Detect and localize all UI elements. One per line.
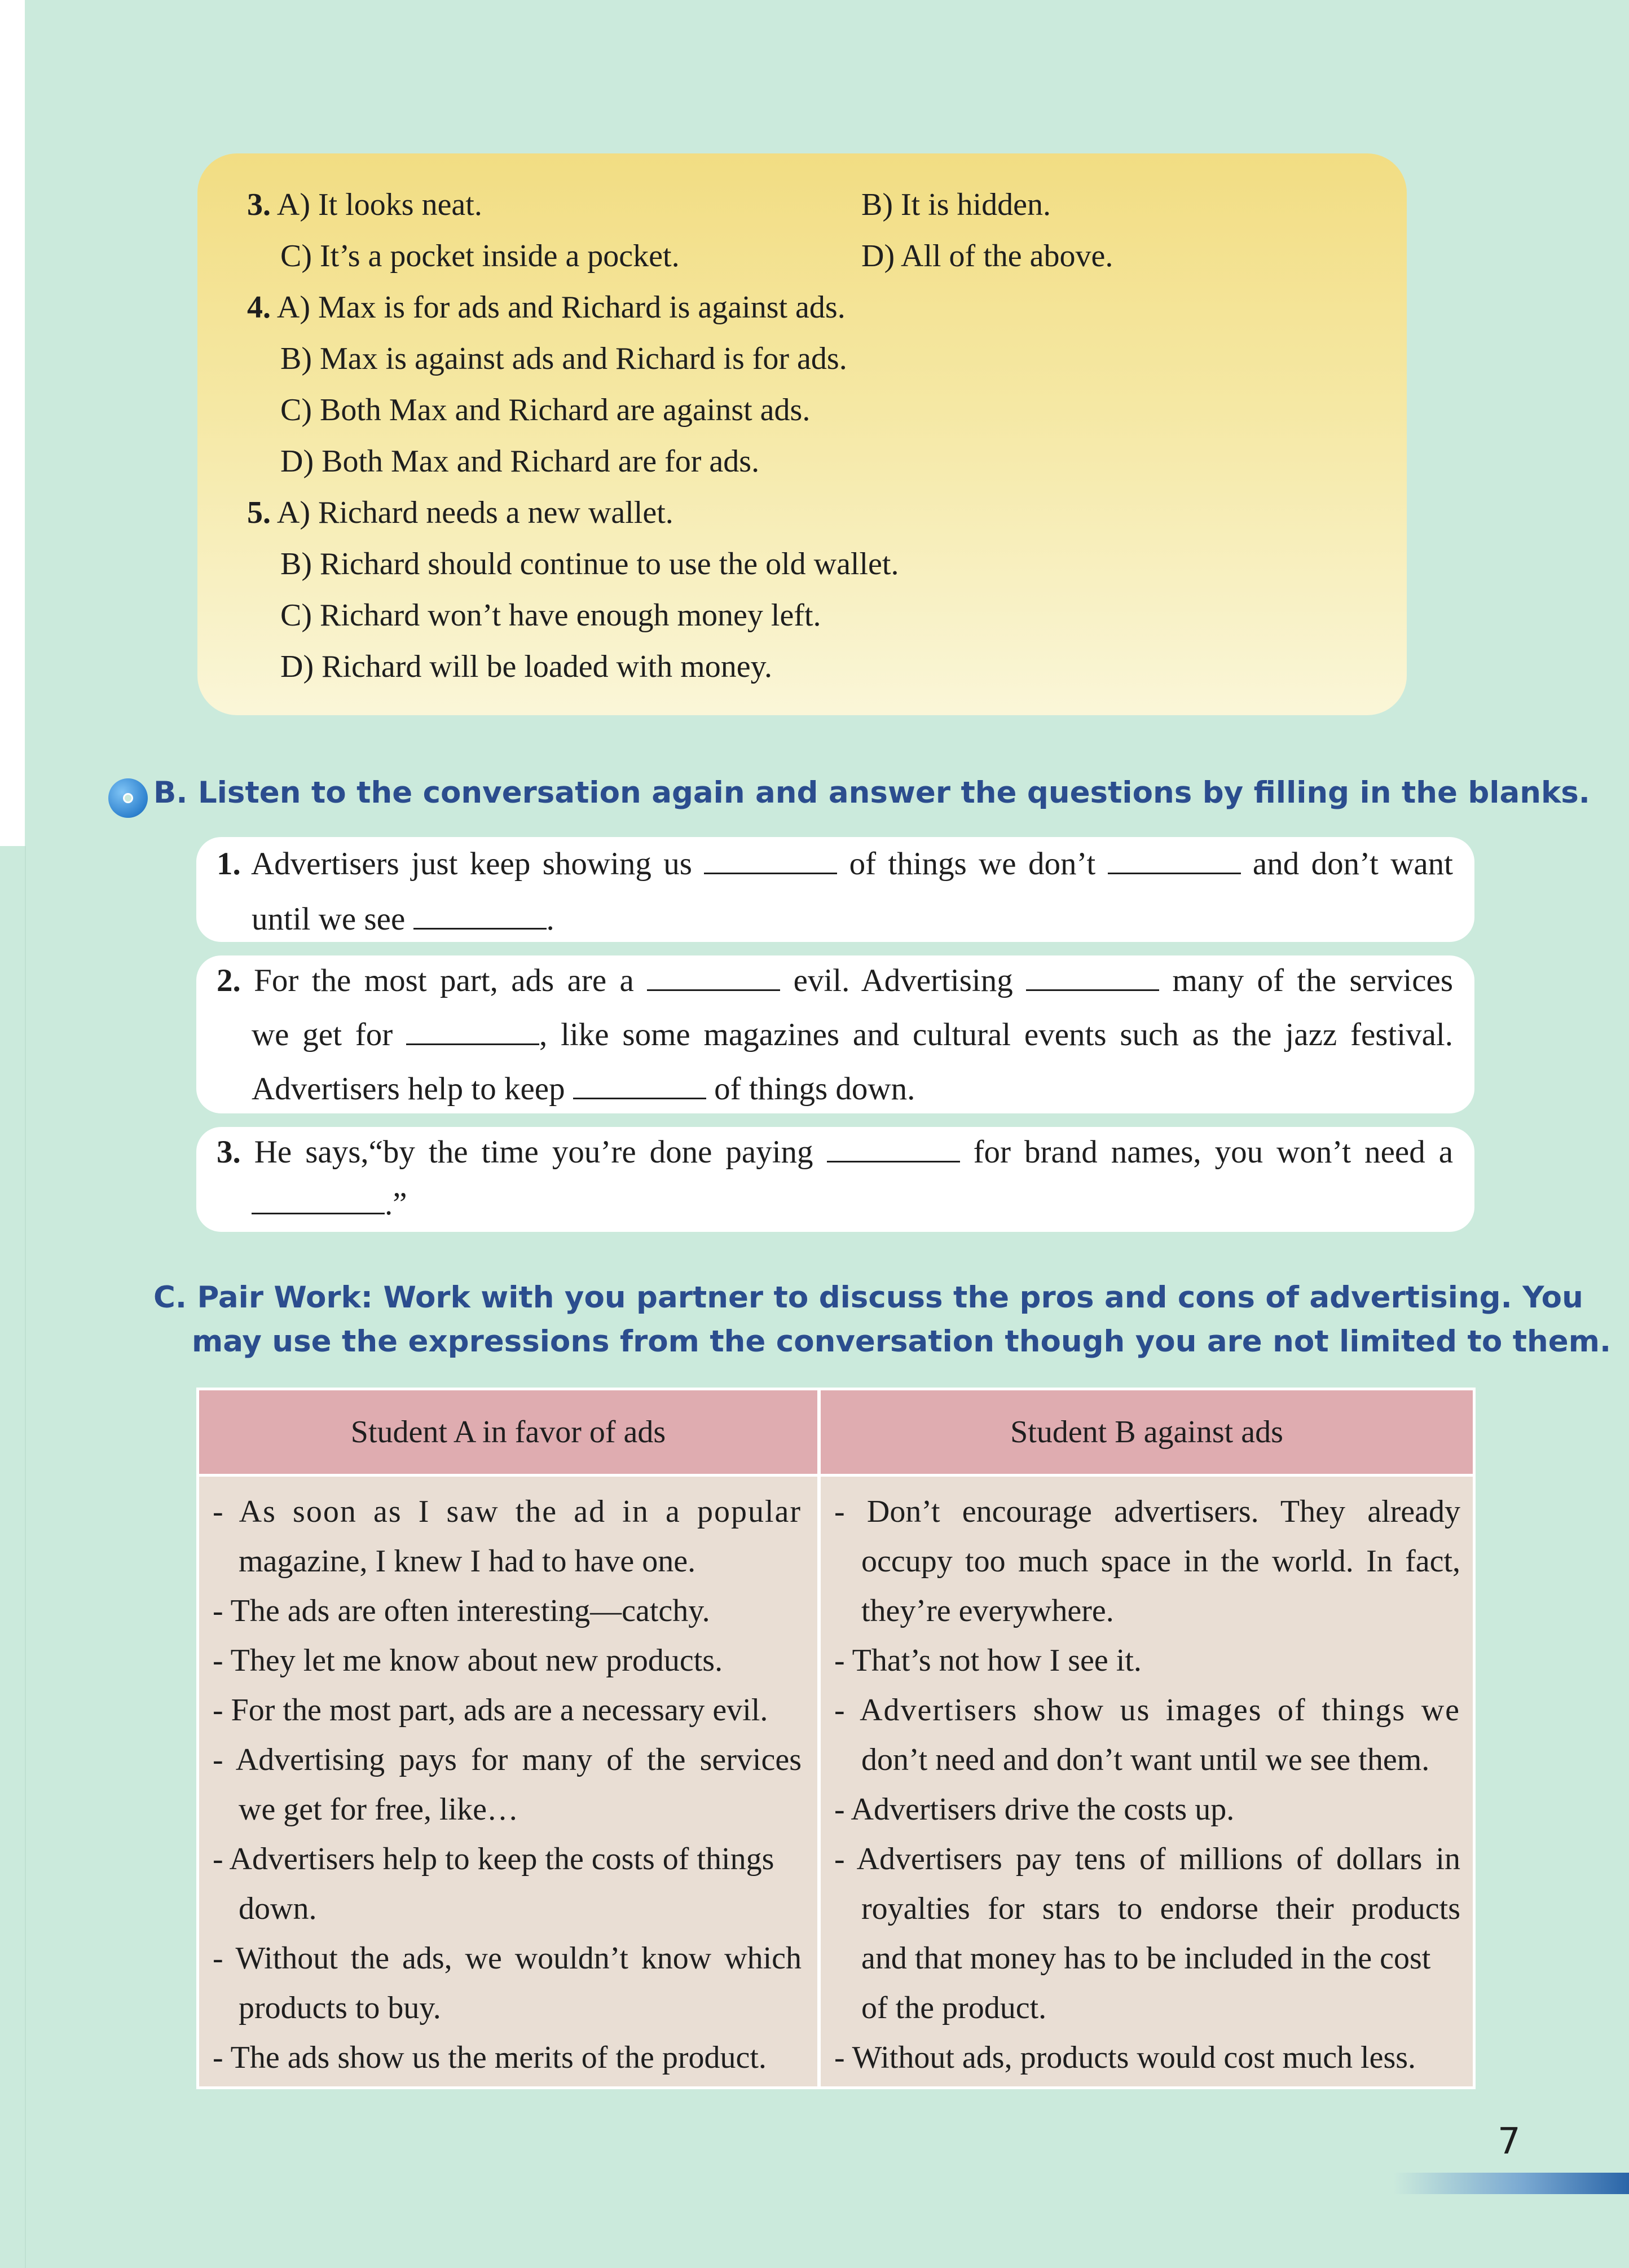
prompt-text: For the most part, ads are a: [254, 963, 634, 998]
option-line: D) Both Max and Richard are for ads.: [280, 444, 760, 479]
cell-line: down.: [239, 1891, 317, 1926]
prompt-text: .: [546, 901, 554, 937]
pros-cons-table: [196, 1388, 1476, 2089]
answer-blank[interactable]: [413, 899, 547, 930]
cell-line: - The ads are often interesting—catchy.: [213, 1593, 710, 1628]
answer-blank[interactable]: [827, 1131, 960, 1162]
question-number: 4.: [247, 290, 271, 325]
cell-line: - Advertising pays for many of the services: [213, 1742, 802, 1777]
fill-in-line: [252, 1014, 1453, 1055]
option-line: [247, 288, 846, 327]
section-c-heading: C. Pair Work: Work with you partner to discuss the pros and cons of advertising. You: [153, 1280, 1583, 1315]
prompt-text: until we see: [252, 901, 406, 937]
option-line: B) Richard should continue to use the old wallet.: [280, 547, 899, 582]
cell-line: - They let me know about new products.: [213, 1643, 723, 1678]
cell-line: - Advertisers drive the costs up.: [834, 1792, 1235, 1827]
option-line: C) It’s a pocket inside a pocket.: [280, 239, 680, 274]
answer-blank[interactable]: [1108, 843, 1241, 874]
table-row-divider: [199, 1474, 1473, 1477]
answer-blank[interactable]: [647, 960, 780, 991]
option-text: A) Max is for ads and Richard is against ads.: [276, 290, 846, 325]
cell-line: - Advertisers help to keep the costs of things: [213, 1842, 774, 1877]
prompt-text: we get for: [252, 1017, 393, 1052]
cell-line: - Without ads, products would cost much less.: [834, 2040, 1416, 2075]
prompt-text: .”: [385, 1186, 407, 1222]
answer-blank[interactable]: [252, 1183, 385, 1214]
cell-line: - Don’t encourage advertisers. They already: [834, 1494, 1460, 1529]
page-left-margin-lower: [0, 846, 26, 2268]
cell-line: - Advertisers show us images of things we: [834, 1693, 1460, 1728]
section-c-heading-cont: may use the expressions from the conversation though you are not limited to them.: [192, 1324, 1612, 1359]
cell-line: - As soon as I saw the ad in a popular: [213, 1494, 802, 1529]
answer-blank[interactable]: [1026, 960, 1159, 991]
prompt-text: and don’t want: [1252, 846, 1453, 882]
table-header-student-b: Student B against ads: [821, 1390, 1473, 1474]
fill-in-line: [252, 1183, 407, 1224]
fill-in-line: [217, 1131, 1453, 1172]
answer-blank[interactable]: [704, 843, 837, 874]
cell-line: they’re everywhere.: [861, 1593, 1114, 1628]
prompt-text: He says,“by the time you’re done paying: [254, 1134, 813, 1170]
cell-line: - That’s not how I see it.: [834, 1643, 1142, 1678]
prompt-text: Advertisers just keep showing us: [250, 846, 692, 882]
cell-line: occupy too much space in the world. In fact,: [861, 1544, 1460, 1579]
table-cell-student-a: [199, 1477, 817, 2086]
option-line: [247, 493, 673, 532]
option-line: B) Max is against ads and Richard is for ads.: [280, 341, 847, 376]
section-b-heading: B. Listen to the conversation again and answer the questions by filling in the blanks.: [153, 776, 1590, 810]
option-text: A) It looks neat.: [276, 187, 482, 222]
prompt-text: many of the services: [1172, 963, 1454, 998]
cell-line: magazine, I knew I had to have one.: [239, 1544, 696, 1579]
option-line: C) Richard won’t have enough money left.: [280, 598, 821, 633]
answer-blank[interactable]: [573, 1068, 706, 1099]
audio-cd-icon: [108, 778, 148, 818]
fill-in-line: [217, 843, 1453, 884]
option-line: D) All of the above.: [861, 239, 1113, 274]
cell-line: - Without the ads, we wouldn’t know which: [213, 1941, 802, 1976]
cell-line: royalties for stars to endorse their products: [861, 1891, 1460, 1926]
table-cell-student-b: [821, 1477, 1473, 2086]
cell-line: - Advertisers pay tens of millions of dollars in: [834, 1842, 1460, 1877]
answer-blank[interactable]: [406, 1014, 539, 1045]
cell-line: - For the most part, ads are a necessary evil.: [213, 1693, 768, 1728]
table-column-divider: [817, 1390, 821, 2086]
question-number: 1.: [217, 846, 241, 882]
prompt-text: of things we don’t: [849, 846, 1096, 882]
cell-line: of the product.: [861, 1990, 1047, 2025]
cell-line: products to buy.: [239, 1990, 441, 2025]
table-header-student-a: Student A in favor of ads: [199, 1390, 817, 1474]
page-left-margin: [0, 0, 25, 846]
cell-line: we get for free, like…: [239, 1792, 518, 1827]
page-number: 7: [1498, 2121, 1521, 2163]
option-line: [247, 185, 482, 224]
option-line: B) It is hidden.: [861, 187, 1051, 222]
prompt-text: , like some magazines and cultural events such as the jazz festival.: [539, 1017, 1454, 1052]
prompt-text: Advertisers help to keep: [252, 1071, 565, 1107]
page-number-bar: [1393, 2173, 1629, 2194]
fill-in-line: [217, 960, 1453, 1001]
cell-line: don’t need and don’t want until we see them.: [861, 1742, 1430, 1777]
question-number: 5.: [247, 495, 271, 530]
fill-in-line: [252, 899, 554, 939]
question-number: 2.: [217, 963, 241, 998]
question-number: 3.: [217, 1134, 241, 1170]
cell-line: - The ads show us the merits of the product.: [213, 2040, 767, 2075]
option-line: D) Richard will be loaded with money.: [280, 649, 772, 684]
fill-in-line: [252, 1068, 915, 1109]
prompt-text: of things down.: [714, 1071, 915, 1107]
option-text: A) Richard needs a new wallet.: [276, 495, 673, 530]
cell-line: and that money has to be included in the cost: [861, 1941, 1431, 1976]
option-line: C) Both Max and Richard are against ads.: [280, 393, 811, 428]
question-number: 3.: [247, 187, 271, 222]
prompt-text: for brand names, you won’t need a: [973, 1134, 1454, 1170]
prompt-text: evil. Advertising: [793, 963, 1013, 998]
